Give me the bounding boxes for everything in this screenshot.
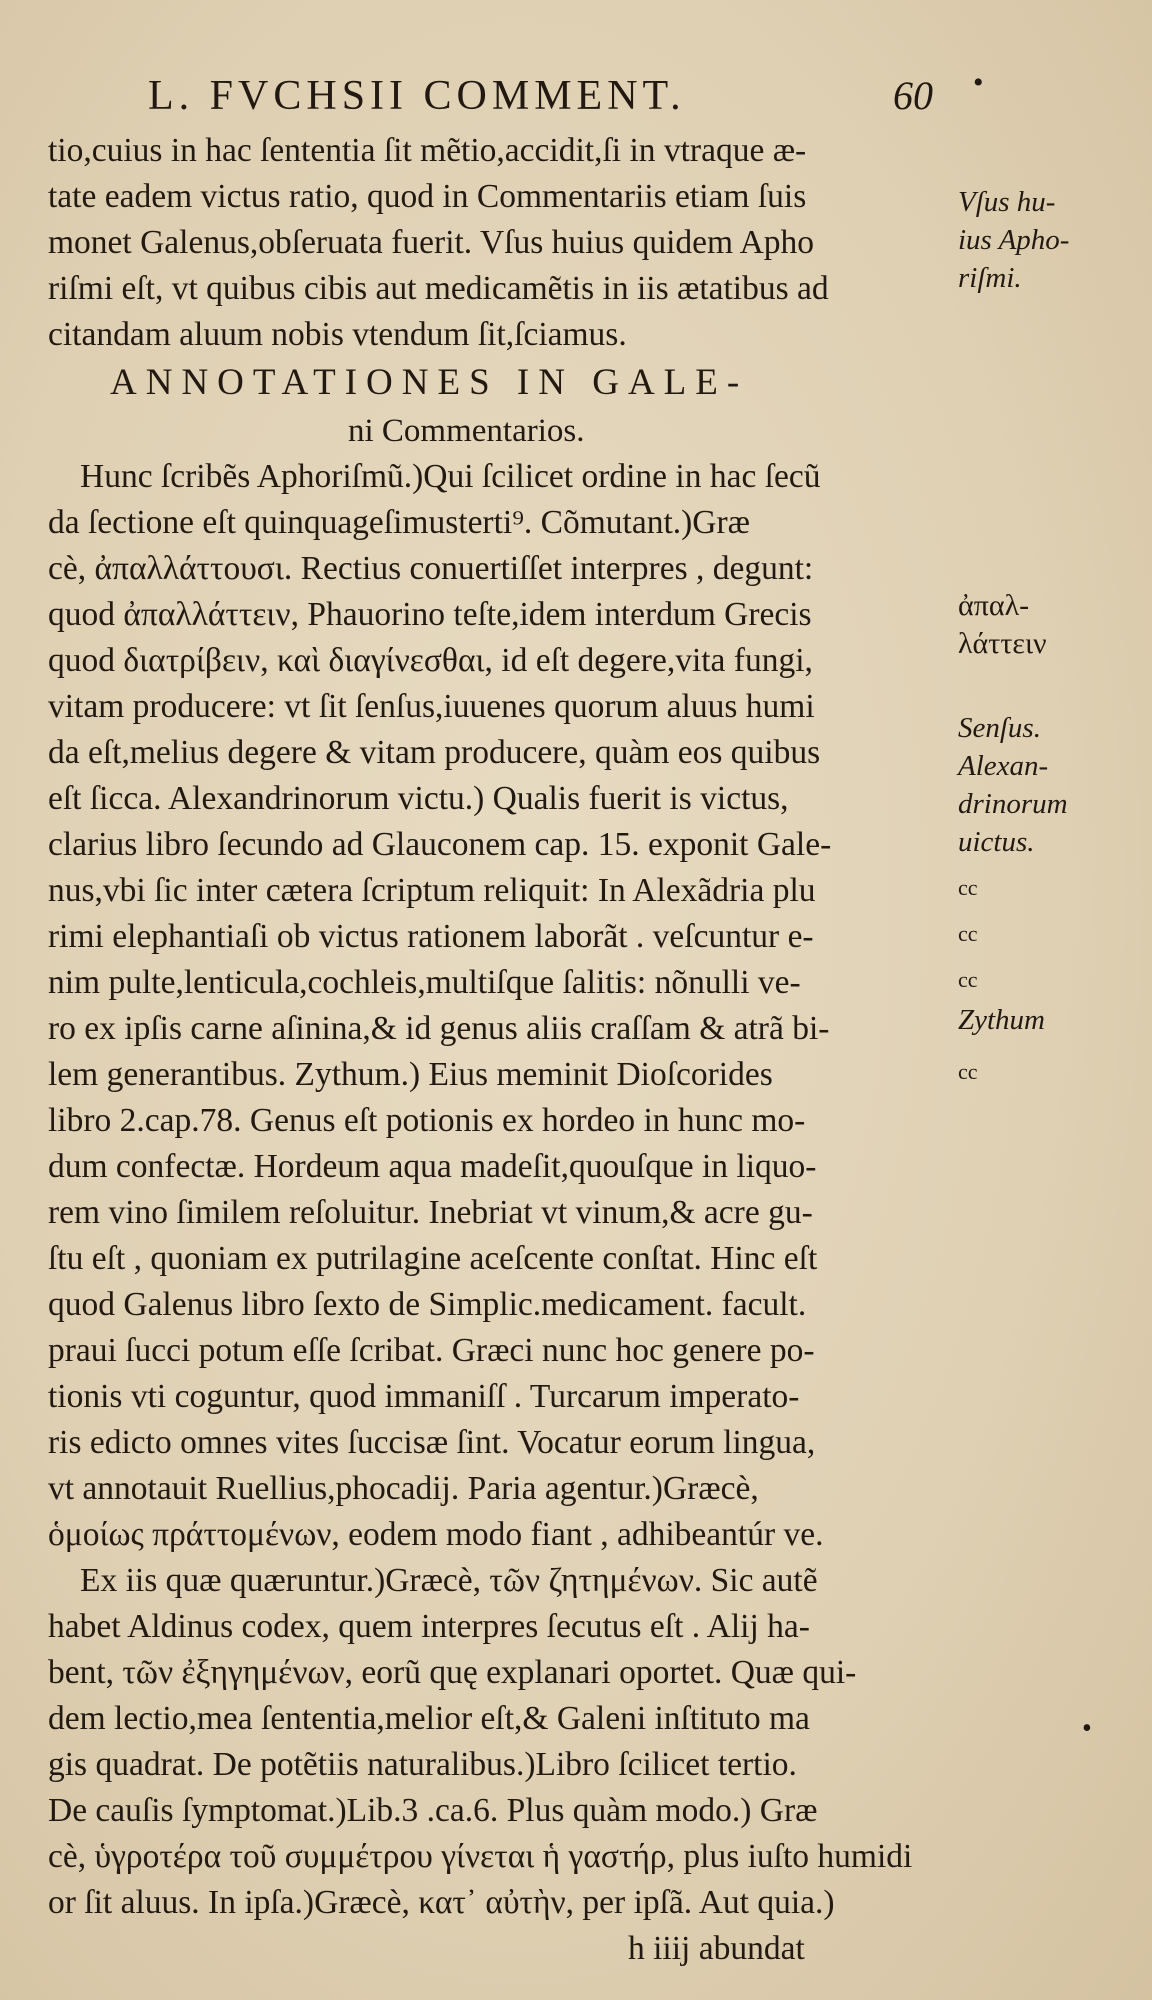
text-line: vitam producere: vt ſit ſenſus,iuuenes quorum aluus humi bbox=[48, 688, 815, 725]
text-line: dum confectæ. Hordeum aqua madeſit,quouſque in liquo- bbox=[48, 1148, 817, 1185]
text-line: nus,vbi ſic inter cætera ſcriptum reliquit: In Alexãdria plu bbox=[48, 872, 816, 909]
text-line: clarius libro ſecundo ad Glauconem cap. 15. exponit Gale- bbox=[48, 826, 832, 863]
margin-note: Vſus hu- bbox=[958, 186, 1056, 218]
margin-note-cc: cc bbox=[958, 1059, 978, 1084]
page-header bbox=[148, 66, 1008, 122]
margin-note: uictus. bbox=[958, 826, 1035, 858]
text-line: habet Aldinus codex, quem interpres ſecutus eſt . Alij ha- bbox=[48, 1608, 810, 1645]
margin-note: Alexan- bbox=[958, 750, 1049, 782]
text-line: tate eadem victus ratio, quod in Commentariis etiam ſuis bbox=[48, 178, 807, 215]
text-line: nim pulte,lenticula,cochleis,multiſque ſalitis: nõnulli ve- bbox=[48, 964, 801, 1001]
text-line: De cauſis ſymptomat.)Lib.3 .ca.6. Plus quàm modo.) Græ bbox=[48, 1792, 818, 1829]
text-line: ὁμοίως πράττομένων, eodem modo fiant , adhibeantúr ve. bbox=[48, 1516, 824, 1553]
text-line: vt annotauit Ruellius,phocadij. Paria agentur.)Græcè, bbox=[48, 1470, 759, 1507]
text-line: quod διατρίβειν, καὶ διαγίνεσθαι, id eſt degere,vita fungi, bbox=[48, 642, 813, 679]
margin-note-cc: cc bbox=[958, 921, 978, 946]
text-line: or ſit aluus. In ipſa.)Græcè, κατ᾿ αὐτὴν, per ipſã. Aut quia.) bbox=[48, 1884, 835, 1921]
margin-note: ἀπαλ- bbox=[958, 589, 1030, 622]
margin-note: riſmi. bbox=[958, 262, 1022, 294]
text-line: rem vino ſimilem reſoluitur. Inebriat vt vinum,& acre gu- bbox=[48, 1194, 813, 1231]
text-line: riſmi eſt, vt quibus cibis aut medicamẽtis in iis ætatibus ad bbox=[48, 270, 829, 307]
text-line: bent, τῶν ἐξηγημένων, eorũ quę explanari oportet. Quæ qui- bbox=[48, 1654, 857, 1691]
signature-catchword-line: h iiij abundat bbox=[628, 1930, 805, 1967]
text-line: tio,cuius in hac ſententia ſit mẽtio,accidit,ſi in vtraque æ- bbox=[48, 132, 807, 169]
margin-note: Senſus. bbox=[958, 712, 1041, 744]
text-line: Hunc ſcribẽs Aphoriſmũ.)Qui ſcilicet ordine in hac ſecũ bbox=[80, 458, 821, 495]
margin-note: Zythum bbox=[958, 1004, 1045, 1036]
text-line: ris edicto omnes vites ſuccisæ ſint. Vocatur eorum lingua, bbox=[48, 1424, 816, 1461]
text-line: tionis vti coguntur, quod immaniſſ . Turcarum imperato- bbox=[48, 1378, 800, 1415]
text-line: quod ἀπαλλάττειν, Phauorino teſte,idem interdum Grecis bbox=[48, 596, 812, 633]
margin-note-cc: cc bbox=[958, 875, 978, 900]
text-line: da ſectione eſt quinquageſimusterti⁹. Cõmutant.)Græ bbox=[48, 504, 750, 541]
text-line: ro ex ipſis carne aſinina,& id genus aliis craſſam & atrã bi- bbox=[48, 1010, 830, 1047]
running-head: L. FVCHSII COMMENT. bbox=[148, 73, 686, 119]
text-line: ſtu eſt , quoniam ex putrilagine aceſcente conſtat. Hinc eſt bbox=[48, 1240, 818, 1277]
margin-note-cc: cc bbox=[958, 967, 978, 992]
text-line: da eſt,melius degere & vitam producere, quàm eos quibus bbox=[48, 734, 821, 771]
text-line: monet Galenus,obſeruata fuerit. Vſus huius quidem Apho bbox=[48, 224, 815, 261]
margin-note: ius Apho- bbox=[958, 224, 1070, 256]
margin-note: λάττειν bbox=[958, 627, 1047, 660]
text-line: praui ſucci potum eſſe ſcribat. Græci nunc hoc genere po- bbox=[48, 1332, 815, 1369]
text-line: cè, ἀπαλλάττουσι. Rectius conuertiſſet interpres , degunt: bbox=[48, 550, 814, 587]
stray-mark: • bbox=[1082, 1713, 1092, 1744]
section-heading: ANNOTATIONES IN GALE- bbox=[110, 362, 749, 403]
margin-note: drinorum bbox=[958, 788, 1068, 820]
text-line: rimi elephantiaſi ob victus rationem laborãt . veſcuntur e- bbox=[48, 918, 814, 955]
section-subheading: ni Commentarios. bbox=[348, 413, 585, 449]
folio-mark: • bbox=[973, 66, 984, 99]
text-line: cè, ὑγροτέρα τοῦ συμμέτρου γίνεται ἡ γαστήρ, plus iuſto humidi bbox=[48, 1838, 913, 1875]
text-line: libro 2.cap.78. Genus eſt potionis ex hordeo in hunc mo- bbox=[48, 1102, 806, 1139]
text-line: Ex iis quæ quæruntur.)Græcè, τῶν ζητημένων. Sic autẽ bbox=[80, 1562, 818, 1599]
text-line: eſt ſicca. Alexandrinorum victu.) Qualis fuerit is victus, bbox=[48, 780, 789, 817]
text-line: gis quadrat. De potẽtiis naturalibus.)Libro ſcilicet tertio. bbox=[48, 1746, 797, 1783]
text-line: dem lectio,mea ſententia,melior eſt,& Galeni inſtituto ma bbox=[48, 1700, 810, 1737]
text-line: quod Galenus libro ſexto de Simplic.medicament. facult. bbox=[48, 1286, 807, 1323]
text-line: lem generantibus. Zythum.) Eius meminit Dioſcorides bbox=[48, 1056, 773, 1093]
text-line: citandam aluum nobis vtendum ſit,ſciamus. bbox=[48, 316, 627, 353]
folio-number: 60 bbox=[893, 73, 933, 118]
